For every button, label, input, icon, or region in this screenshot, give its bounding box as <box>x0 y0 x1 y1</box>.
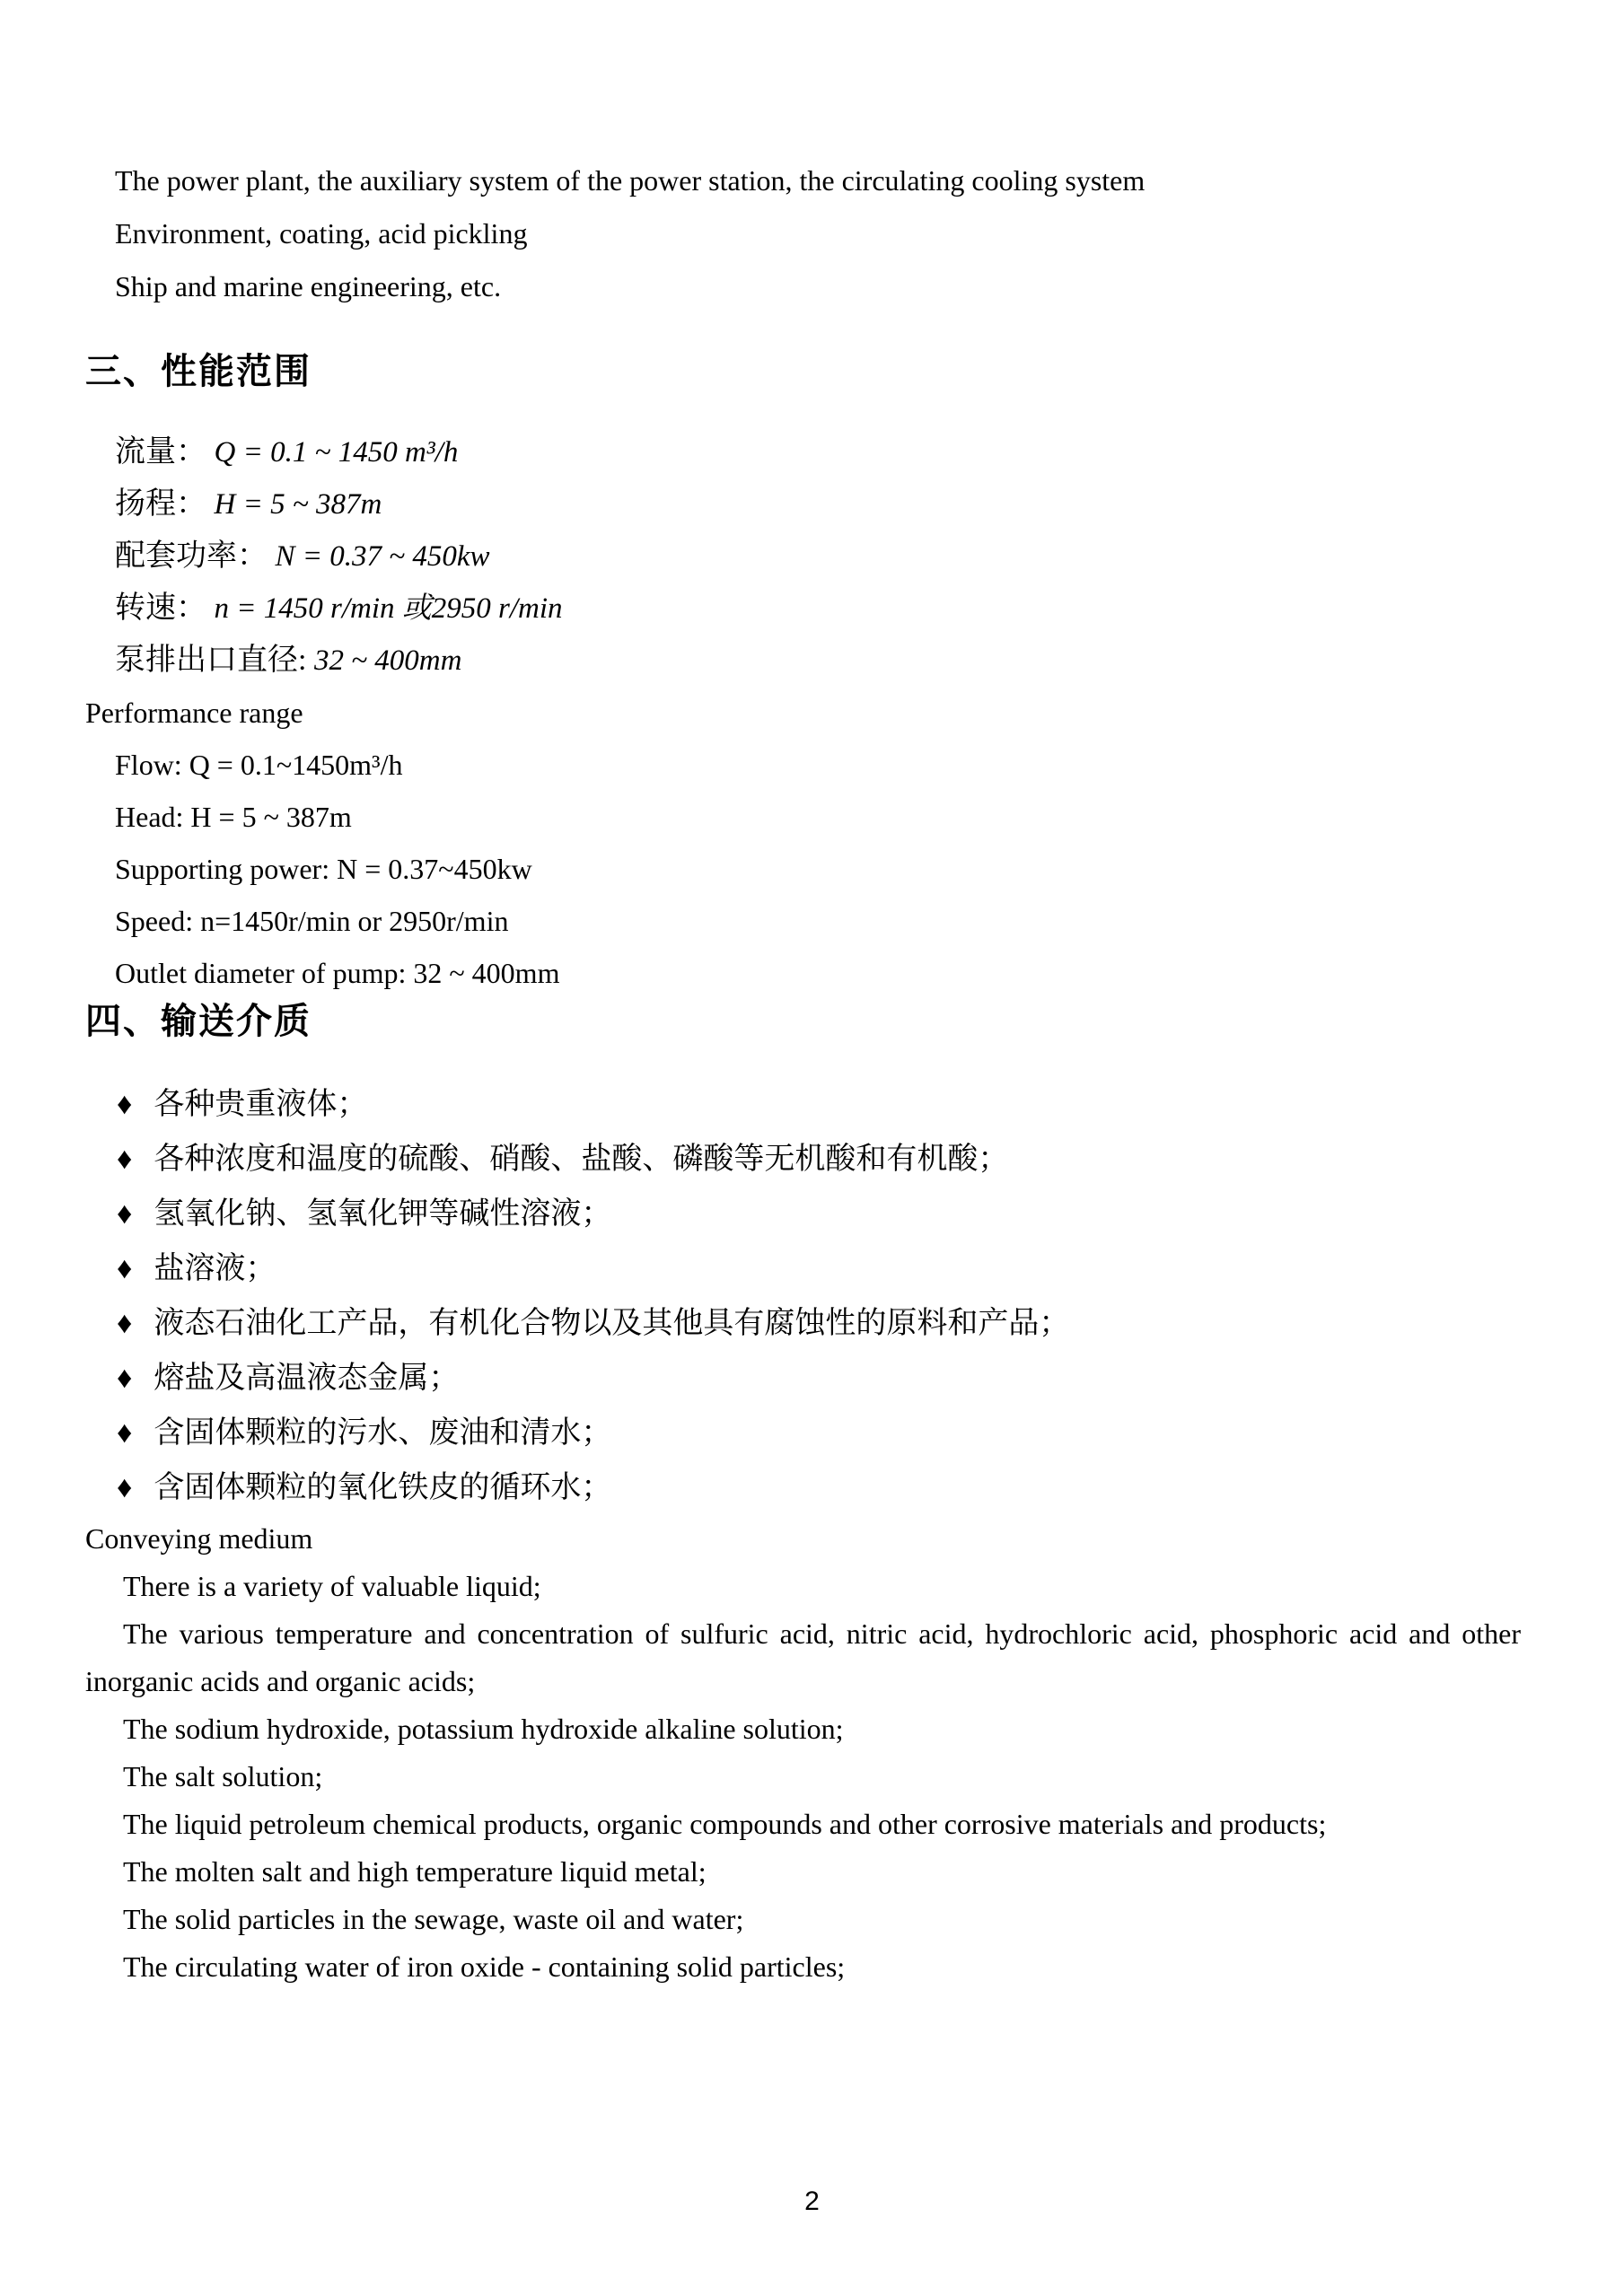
list-item <box>85 1077 1521 1132</box>
list-item <box>85 1406 1521 1460</box>
list-item <box>85 1241 1521 1296</box>
paragraph: The salt solution; <box>123 1760 323 1792</box>
spec-line-speed-cn <box>85 583 1521 635</box>
spec-line-speed-en: Speed: n=1450r/min or 2950r/min <box>115 905 509 937</box>
list-item-text: 熔盐及高温液态金属； <box>154 1362 460 1395</box>
list-item-text: 各种贵重液体； <box>154 1088 368 1121</box>
spec-line-outlet-cn <box>85 635 1521 687</box>
spec-line-flow-cn <box>85 426 1521 478</box>
section-heading-conveying-medium: 四、输送介质 <box>85 1002 312 1041</box>
spec-line-head-en: Head: H = 5 ~ 387m <box>115 801 352 833</box>
paragraph: The circulating water of iron oxide - containing solid particles; <box>123 1950 846 1983</box>
list-item <box>85 1460 1521 1515</box>
medium-paragraphs-en <box>85 1563 1521 1991</box>
diamond-bullet-icon: ♦ <box>117 1307 133 1340</box>
paragraph: The various temperature and concentration of sulfuric acid, nitric acid, hydrochloric acid, phosphoric acid and other inorganic acids and organic acids; <box>85 1617 1521 1697</box>
subheading-performance-range-en: Performance range <box>85 697 303 729</box>
diamond-bullet-icon: ♦ <box>117 1416 133 1450</box>
spec-line-power-en: Supporting power: N = 0.37~450kw <box>115 853 532 885</box>
subheading-conveying-medium-en: Conveying medium <box>85 1522 313 1555</box>
paragraph: The liquid petroleum chemical products, organic compounds and other corrosive materials and products; <box>123 1808 1327 1840</box>
spec-list-cn <box>85 426 1521 687</box>
spec-label: 配套功率： <box>115 539 268 573</box>
list-item-text: 液态石油化工产品，有机化合物以及其他具有腐蚀性的原料和产品； <box>154 1307 1070 1340</box>
page-number: 2 <box>804 2186 820 2216</box>
list-item-text: 含固体颗粒的污水、废油和清水； <box>154 1416 612 1450</box>
diamond-bullet-icon: ♦ <box>117 1143 133 1176</box>
paragraph: The molten salt and high temperature liquid metal; <box>123 1855 707 1888</box>
diamond-bullet-icon: ♦ <box>117 1197 133 1231</box>
spec-label: 泵排出口直径: <box>115 644 307 677</box>
spec-line-flow-en: Flow: Q = 0.1~1450m³/h <box>115 749 403 781</box>
medium-bullet-list <box>85 1077 1521 1515</box>
intro-line: Environment, coating, acid pickling <box>115 217 528 250</box>
diamond-bullet-icon: ♦ <box>117 1471 133 1504</box>
spec-line-head-cn <box>85 478 1521 530</box>
paragraph: The sodium hydroxide, potassium hydroxide alkaline solution; <box>123 1713 844 1745</box>
list-item-text: 各种浓度和温度的硫酸、硝酸、盐酸、磷酸等无机酸和有机酸； <box>154 1143 1009 1176</box>
list-item <box>85 1132 1521 1187</box>
list-item-text: 氢氧化钠、氢氧化钾等碱性溶液； <box>154 1197 612 1231</box>
paragraph: There is a variety of valuable liquid; <box>123 1570 541 1602</box>
spec-line-outlet-en: Outlet diameter of pump: 32 ~ 400mm <box>115 957 560 989</box>
diamond-bullet-icon: ♦ <box>117 1252 133 1285</box>
list-item <box>85 1187 1521 1241</box>
spec-label: 扬程： <box>115 487 206 521</box>
diamond-bullet-icon: ♦ <box>117 1088 133 1121</box>
list-item <box>85 1296 1521 1351</box>
spec-list-en <box>85 739 1521 999</box>
spec-formula: n = 1450 r/min 或2950 r/min <box>214 592 563 625</box>
diamond-bullet-icon: ♦ <box>117 1362 133 1395</box>
spec-label: 转速： <box>115 592 206 625</box>
list-item-text: 含固体颗粒的氧化铁皮的循环水； <box>154 1471 612 1504</box>
intro-line: The power plant, the auxiliary system of the power station, the circulating cooling system <box>115 164 1146 197</box>
spec-formula: H = 5 ~ 387m <box>214 488 382 521</box>
spec-formula: Q = 0.1 ~ 1450 m³/h <box>214 436 459 469</box>
section-heading-performance-range: 三、性能范围 <box>85 352 312 391</box>
list-item-text: 盐溶液； <box>154 1252 277 1285</box>
spec-formula: N = 0.37 ~ 450kw <box>275 540 490 573</box>
list-item <box>85 1351 1521 1406</box>
paragraph: The solid particles in the sewage, waste oil and water; <box>123 1903 744 1935</box>
spec-label: 流量： <box>115 435 206 469</box>
spec-line-power-cn <box>85 530 1521 583</box>
intro-line: Ship and marine engineering, etc. <box>115 270 502 302</box>
spec-formula: 32 ~ 400mm <box>313 644 462 677</box>
